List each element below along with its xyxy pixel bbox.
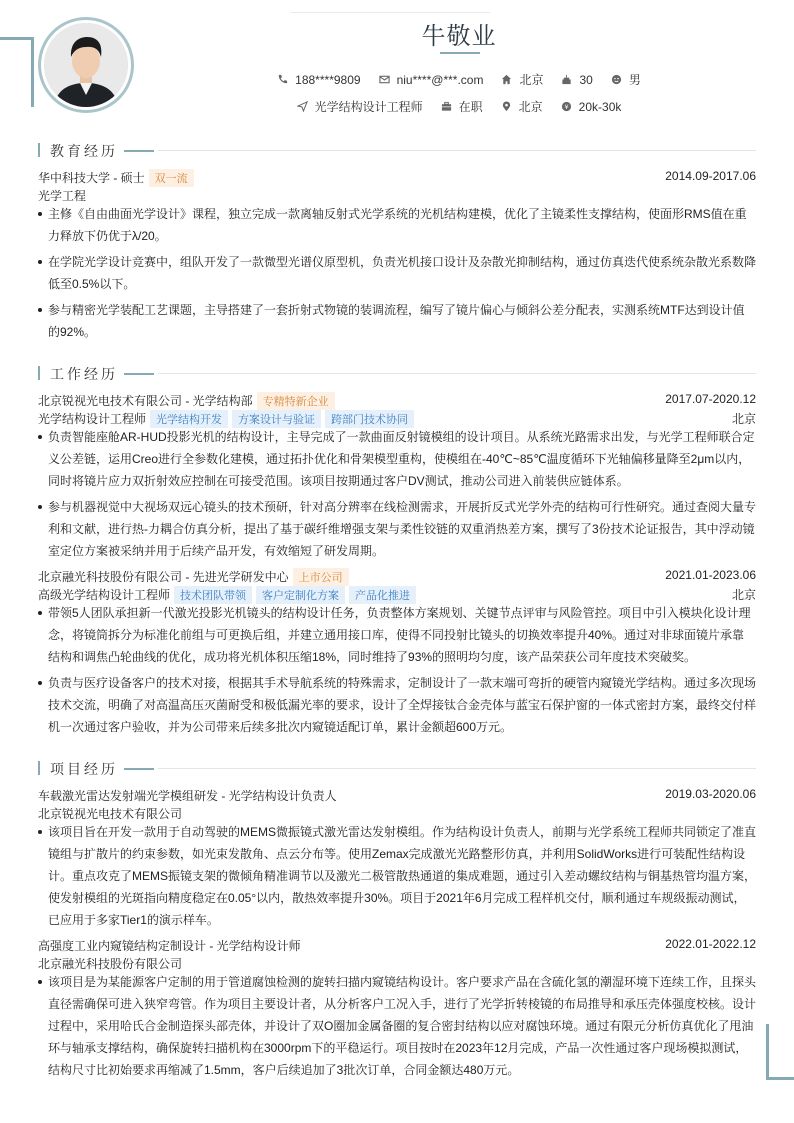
section-divider bbox=[158, 150, 756, 151]
briefcase-icon bbox=[441, 101, 452, 112]
section-title: 项目经历 bbox=[50, 761, 118, 777]
project-date: 2022.01-2022.12 bbox=[665, 937, 756, 951]
company-name: 北京融光科技股份有限公司 - 先进光学研发中心 bbox=[38, 570, 289, 584]
intent-salary: ¥ 20k-30k bbox=[561, 100, 622, 114]
contact-phone: 188****9809 bbox=[277, 73, 360, 87]
education-date: 2014.09-2017.06 bbox=[665, 169, 756, 183]
section-accent bbox=[124, 768, 154, 770]
job-date: 2017.07-2020.12 bbox=[665, 392, 756, 406]
section-accent bbox=[124, 373, 154, 375]
list-item: 在学院光学设计竞赛中，组队开发了一款微型光谱仪原型机，负责光机接口设计及杂散光抑制结构，通过仿真迭代使系统杂散光系数降低至0.5%以下。 bbox=[38, 251, 756, 295]
education-major: 光学工程 bbox=[38, 189, 87, 203]
contact-city: 北京 bbox=[501, 71, 543, 88]
job-role: 高级光学结构设计工程师 bbox=[38, 588, 171, 602]
intent-city: 北京 bbox=[501, 98, 543, 115]
section-accent bbox=[124, 150, 154, 152]
company-tag: 上市公司 bbox=[293, 568, 349, 586]
skill-tag: 跨部门技术协同 bbox=[325, 410, 414, 428]
section-marker bbox=[38, 143, 40, 157]
contact-email: niu****@***.com bbox=[379, 73, 484, 87]
list-item: 负责智能座舱AR-HUD投影光机的结构设计，主导完成了一款曲面反射镜模组的设计项目。从系统光路需求出发，与光学工程师联合定义公差链，运用Creo进行全参数化建模，通过拓扑优化和骨架模型重构，使模组在-40℃~85℃温度循环下光轴偏移量降至2μm以内，同时将镜片应力双折射效应控制在可接受范围。该项目按期通过客户DV测试，推动公司进入前装供应链体系。 bbox=[38, 426, 756, 492]
list-item: 该项目旨在开发一款用于自动驾驶的MEMS微振镜式激光雷达发射模组。作为结构设计负责人，前期与光学系统工程师共同锁定了准直镜组与扩散片的约束参数，如光束发散角、点云分布等。使用Zemax完成激光光路整形仿真，并利用SolidWorks进行可装配性结构设计。重点攻克了MEMS振镜支架的微倾角精准调节以及激光二极管散热通道的集成难题，通过引入差动螺纹结构与铜基热管均温方案，使发射模组的光斑指向精度稳定在0.05°以内，散热效率提升30%。项目于2021年6月完成工程样机交付，顺利通过车规级振动测试，已应用于多家Tier1的演示样车。 bbox=[38, 821, 756, 931]
intent-position: 光学结构设计工程师 bbox=[297, 98, 423, 115]
section-divider bbox=[158, 768, 756, 769]
corner-decoration-bottom-right bbox=[766, 1024, 794, 1080]
home-icon bbox=[501, 74, 512, 85]
section-divider bbox=[158, 373, 756, 374]
job-2-header bbox=[38, 568, 756, 586]
skill-tag: 技术团队带领 bbox=[174, 586, 252, 604]
school-name: 华中科技大学 - 硕士 bbox=[38, 171, 145, 185]
contact-age: 30 bbox=[561, 73, 592, 87]
job-1-bullets bbox=[38, 426, 756, 566]
education-bullets bbox=[38, 203, 756, 347]
svg-text:¥: ¥ bbox=[564, 102, 569, 111]
name-underline bbox=[440, 52, 480, 54]
money-icon bbox=[561, 101, 572, 112]
section-title: 教育经历 bbox=[50, 143, 118, 159]
section-marker bbox=[38, 366, 40, 380]
top-divider bbox=[290, 12, 490, 13]
mail-icon bbox=[379, 74, 390, 85]
project-name: 车载激光雷达发射端光学模组研发 - 光学结构设计负责人 bbox=[38, 789, 337, 803]
contact-gender: 男 bbox=[611, 71, 641, 88]
skill-tag: 光学结构开发 bbox=[150, 410, 228, 428]
project-1-header bbox=[38, 787, 756, 804]
section-education bbox=[38, 140, 756, 160]
project-1-bullets bbox=[38, 821, 756, 935]
project-2-company: 北京融光科技股份有限公司 bbox=[38, 957, 183, 971]
list-item: 负责与医疗设备客户的技术对接，根据其手术导航系统的特殊需求，定制设计了一款末端可弯折的硬管内窥镜光学结构。通过多次现场技术交流，明确了对高温高压灭菌耐受和极低漏光率的要求，设计了全焊接钛合金壳体与蓝宝石保护窗的一体式密封方案，最终交付样机一次通过客户验收，并为公司带来后续多批次内窥镜适配订单，累计金额超600万元。 bbox=[38, 672, 756, 738]
job-city: 北京 bbox=[731, 588, 756, 602]
candidate-name: 牛敬业 bbox=[421, 23, 497, 50]
gender-icon bbox=[611, 74, 622, 85]
section-projects bbox=[38, 758, 756, 778]
skill-tag: 方案设计与验证 bbox=[232, 410, 321, 428]
project-2-header bbox=[38, 937, 756, 954]
list-item: 带领5人团队承担新一代激光投影光机镜头的结构设计任务，负责整体方案规划、关键节点评审与风险管控。项目中引入模块化设计理念，将镜筒拆分为标准化前组与可更换后组，并建立通用接口库，使得不同投射比镜头的切换效率提升40%。通过对非球面镜片承靠结构和调焦凸轮曲线的优化，成功将光机体积压缩18%，同时维持了93%的照明均匀度，该产品荣获公司年度技术突破奖。 bbox=[38, 602, 756, 668]
project-2-bullets bbox=[38, 971, 756, 1085]
list-item: 参与机器视觉中大视场双远心镜头的技术预研，针对高分辨率在线检测需求，开展折反式光学外壳的结构可行性研究。通过查阅大量专利和文献，进行热-力耦合仿真分析，提出了基于碳纤维增强支架与柔性铰链的双重消热差方案，撰写了3份技术论证报告，其中浮动镜室定位方案被采纳并用于后续产品开发，有效缩短了研发周期。 bbox=[38, 496, 756, 562]
contact-row bbox=[0, 71, 794, 88]
section-title: 工作经历 bbox=[50, 366, 118, 382]
education-header bbox=[38, 169, 756, 187]
job-intent-row bbox=[0, 98, 794, 115]
list-item: 该项目是为某能源客户定制的用于管道腐蚀检测的旋转扫描内窥镜结构设计。客户要求产品在含硫化氢的潮湿环境下连续工作，且探头直径需确保可进入狭窄弯管。作为项目主要设计者，从分析客户工况入手，进行了光学折转棱镜的布局推导和承压壳体强度校核。设计过程中，采用哈氏合金制造探头部壳体，并设计了双O圈加金属备圈的复合密封结构以应对腐蚀环境。通过有限元分析仿真优化了甩油环与轴承支撑结构，确保旋转扫描机构在3000rpm下的平稳运行。项目按时在2023年12月完成，产品一次性通过客户现场模拟测试，结构尺寸比初始要求再缩减了1.5mm，客户后续追加了3批次订单，合同金额达480万元。 bbox=[38, 971, 756, 1081]
section-marker bbox=[38, 761, 40, 775]
phone-icon bbox=[277, 74, 288, 85]
list-item: 参与精密光学装配工艺课题，主导搭建了一套折射式物镜的装调流程，编写了镜片偏心与倾斜公差分配表，实测系统MTF达到设计值的92%。 bbox=[38, 299, 756, 343]
job-1-header bbox=[38, 392, 756, 410]
skill-tag: 产品化推进 bbox=[349, 586, 416, 604]
job-role: 光学结构设计工程师 bbox=[38, 412, 147, 426]
project-name: 高强度工业内窥镜结构定制设计 - 光学结构设计师 bbox=[38, 939, 301, 953]
list-item: 主修《自由曲面光学设计》课程，独立完成一款离轴反射式光学系统的光机结构建模，优化了主镜柔性支撑结构，使面形RMS值在重力释放下仍优于λ/20。 bbox=[38, 203, 756, 247]
job-city: 北京 bbox=[731, 412, 756, 426]
send-icon bbox=[297, 101, 308, 112]
section-work bbox=[38, 363, 756, 383]
company-tag: 专精特新企业 bbox=[257, 392, 335, 410]
skill-tag: 客户定制化方案 bbox=[256, 586, 345, 604]
project-1-company: 北京锐视光电技术有限公司 bbox=[38, 807, 183, 821]
intent-status: 在职 bbox=[441, 98, 483, 115]
job-2-bullets bbox=[38, 602, 756, 742]
location-icon bbox=[501, 101, 512, 112]
job-date: 2021.01-2023.06 bbox=[665, 568, 756, 582]
project-date: 2019.03-2020.06 bbox=[665, 787, 756, 801]
company-name: 北京锐视光电技术有限公司 - 光学结构部 bbox=[38, 394, 253, 408]
school-tag: 双一流 bbox=[149, 169, 194, 187]
cake-icon bbox=[561, 74, 572, 85]
